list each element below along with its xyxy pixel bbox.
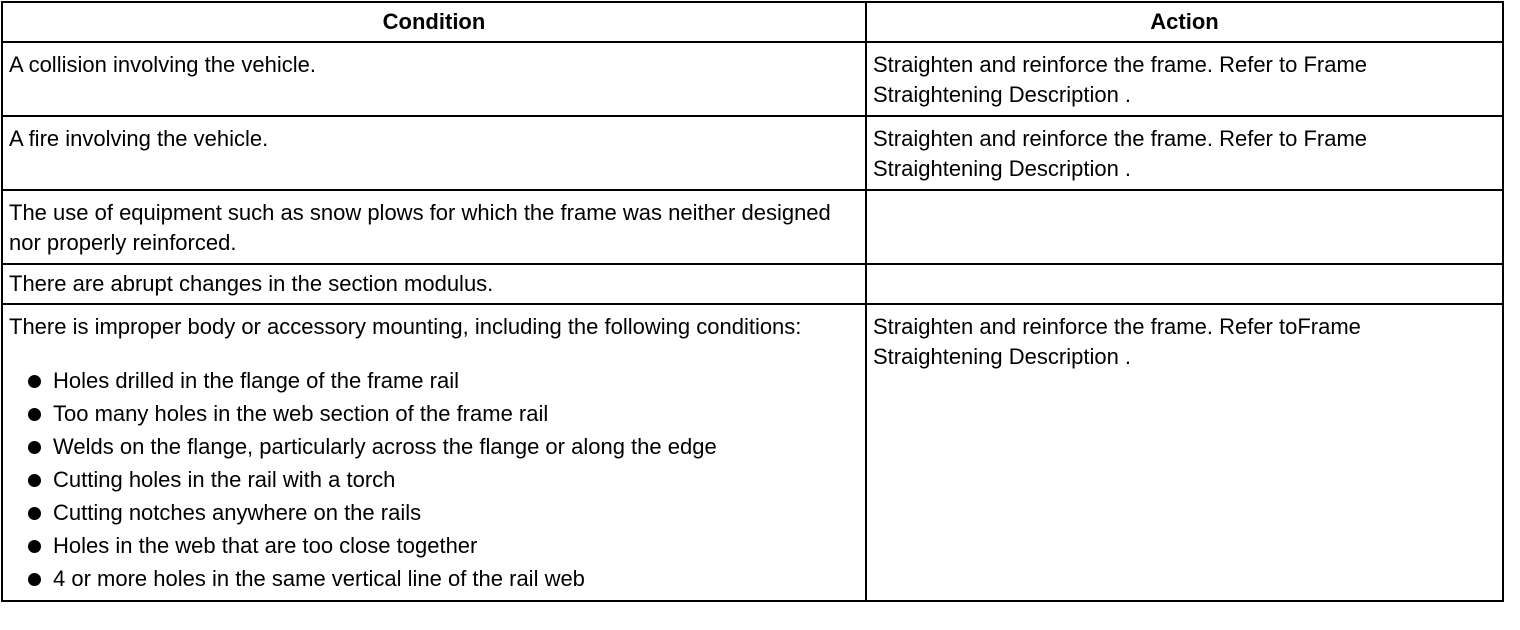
list-item-text: Holes drilled in the flange of the frame rail	[53, 368, 459, 393]
action-text: Straighten and reinforce the frame. Refer toFrame Straightening Description .	[873, 314, 1361, 369]
table-row	[2, 304, 1503, 601]
header-condition: Condition	[2, 2, 866, 42]
table-row	[2, 264, 1503, 304]
condition-cell	[2, 264, 866, 304]
table-row	[2, 42, 1503, 116]
bullet-icon	[28, 507, 41, 520]
list-item	[9, 430, 859, 463]
list-item-text: Cutting notches anywhere on the rails	[53, 500, 422, 525]
action-cell	[866, 264, 1503, 304]
condition-text: The use of equipment such as snow plows for which the frame was neither designed nor properly reinforced.	[9, 200, 831, 255]
condition-cell	[2, 304, 866, 601]
condition-text: A fire involving the vehicle.	[9, 126, 269, 151]
list-item	[9, 463, 859, 496]
bullet-icon	[28, 540, 41, 553]
action-text: Straighten and reinforce the frame. Refer to Frame Straightening Description .	[873, 126, 1368, 181]
condition-action-table	[1, 1, 1504, 602]
list-item-text: 4 or more holes in the same vertical line of the rail web	[53, 566, 585, 591]
list-item	[9, 562, 859, 595]
bullet-icon	[28, 408, 41, 421]
condition-text: There is improper body or accessory mounting, including the following conditions:	[9, 314, 802, 339]
list-item-text: Holes in the web that are too close together	[53, 533, 478, 558]
condition-cell	[2, 190, 866, 264]
list-item-text: Cutting holes in the rail with a torch	[53, 467, 396, 492]
list-item-text: Too many holes in the web section of the frame rail	[53, 401, 549, 426]
list-item-text: Welds on the flange, particularly across the flange or along the edge	[53, 434, 717, 459]
header-action: Action	[866, 2, 1503, 42]
list-item	[9, 496, 859, 529]
bullet-icon	[28, 441, 41, 454]
action-cell	[866, 116, 1503, 190]
list-item	[9, 397, 859, 430]
table-row	[2, 190, 1503, 264]
bullet-icon	[28, 375, 41, 388]
condition-cell	[2, 116, 866, 190]
condition-cell	[2, 42, 866, 116]
condition-text: A collision involving the vehicle.	[9, 52, 316, 77]
bullet-icon	[28, 474, 41, 487]
list-item	[9, 364, 859, 397]
list-item	[9, 529, 859, 562]
action-cell	[866, 190, 1503, 264]
bullet-icon	[28, 573, 41, 586]
header-row	[2, 2, 1503, 42]
action-text: Straighten and reinforce the frame. Refer to Frame Straightening Description .	[873, 52, 1368, 107]
condition-text: There are abrupt changes in the section modulus.	[9, 271, 494, 296]
action-cell	[866, 304, 1503, 601]
action-cell	[866, 42, 1503, 116]
table-row	[2, 116, 1503, 190]
condition-bullet-list	[9, 364, 859, 595]
